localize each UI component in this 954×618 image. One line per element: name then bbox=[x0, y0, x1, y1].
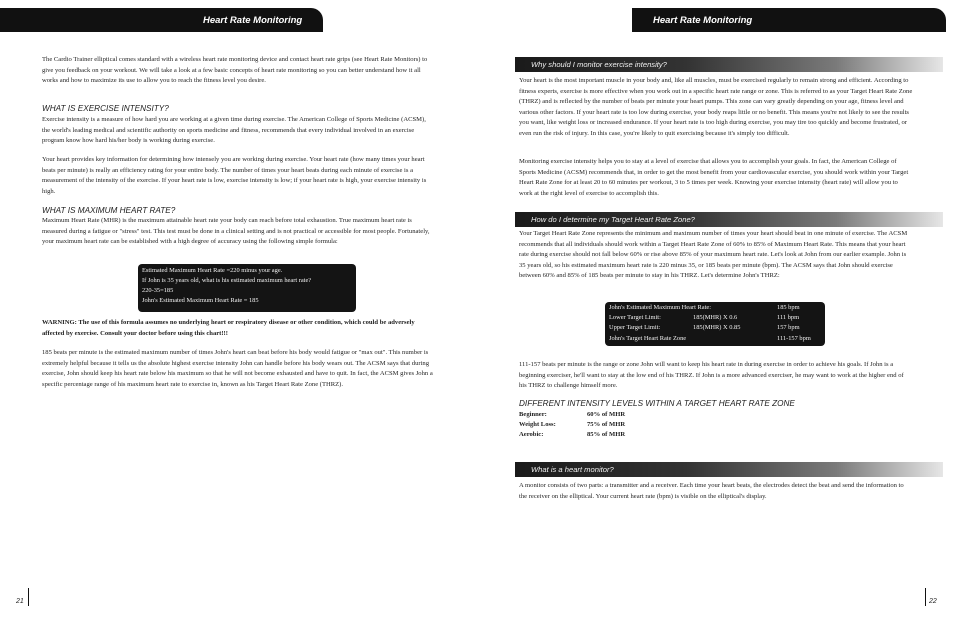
table-cell-label: Upper Target Limit: bbox=[609, 324, 661, 332]
section-title-max-heart-rate: WHAT IS MAXIMUM HEART RATE? bbox=[42, 206, 176, 215]
section-bar-label: What is a heart monitor? bbox=[531, 465, 614, 474]
table-cell-label: Lower Target Limit: bbox=[609, 314, 661, 322]
intensity-levels-list bbox=[519, 410, 625, 440]
intensity-levels-title: DIFFERENT INTENSITY LEVELS WITHIN A TARGET HEART RATE ZONE bbox=[519, 399, 795, 408]
level-value: 75% of MHR bbox=[587, 421, 626, 428]
intro-paragraph: The Cardio Trainer elliptical comes standard with a wireless heart rate monitoring device and contact heart rate grips (see Heart Rate Monitors) to give you feedback on your workout. We will take a look at a few basic concepts of heart rate monitoring so you can better understand how it all works and how to maximize its use to allow you to reach the fitness level you desire. bbox=[42, 56, 428, 84]
formula-line: John's Estimated Maximum Heart Rate = 185 bbox=[142, 297, 259, 304]
monitoring-intensity-paragraph: Monitoring exercise intensity helps you to stay at a level of exercise that allows you to accomplish your goals. In fact, the American College of Sports Medicine (ACSM) recommends that, in order to get the most benefit from your cardiovascular exercise, you should work within your Target Heart Rate Zone for at least 20 to 60 minutes per workout, 3 to 5 times per week. Knowing your exercise intensity (heart rate) will allow you to work at the right level of exercise to accomplish this. bbox=[519, 158, 909, 197]
table-cell-label: John's Estimated Maximum Heart Rate: bbox=[609, 304, 711, 311]
formula-box bbox=[138, 264, 356, 312]
table-cell-value: 111-157 bpm bbox=[777, 334, 811, 342]
level-label: Beginner: bbox=[519, 411, 547, 418]
table-cell-value: 185 bpm bbox=[777, 304, 800, 311]
table-cell-value: 157 bpm bbox=[777, 324, 800, 332]
section-title-exercise-intensity: WHAT IS EXERCISE INTENSITY? bbox=[42, 104, 169, 113]
formula-line: Estimated Maximum Heart Rate =220 minus your age. bbox=[142, 267, 283, 274]
level-label: Weight Loss: bbox=[519, 421, 556, 428]
section-bar-determine-thrz bbox=[515, 212, 943, 227]
formula-line: If John is 35 years old, what is his estimated maximum heart rate? bbox=[142, 277, 312, 284]
page-number: 22 bbox=[929, 598, 937, 605]
table-cell-value: 111 bpm bbox=[777, 314, 800, 322]
page-divider-line bbox=[28, 588, 29, 606]
level-value: 60% of MHR bbox=[587, 411, 626, 418]
page-divider-line bbox=[925, 588, 926, 606]
left-header-title: Heart Rate Monitoring bbox=[203, 14, 303, 26]
thrz-explanation-paragraph: 185 beats per minute is the estimated maximum number of times John's heart can beat before his body would fatigue or "max out". This number is extremely helpful because it tells us the absolute highest exercise intensity John can handle before his body wears out. The ACSM says that during exercise, John should keep his heart rate below his maximum so that he will not become exhausted and have to quit. In fact, the ACSM gives John a specific percentage range of his maximum heart rate to exercise in, known as his Target Heart Rate Zone (THRZ). bbox=[42, 349, 433, 388]
table-cell-label: John's Target Heart Rate Zone bbox=[609, 334, 687, 342]
thrz-range-paragraph: 111-157 beats per minute is the range or zone John will want to keep his heart rate in during exercise in order to achieve his goals. If John is a beginning exerciser, he'll want to stay at the low end of his THRZ. If John is a more advanced exerciser, he may want to work at the higher end of his THRZ to challenge himself more. bbox=[519, 361, 904, 389]
right-page bbox=[477, 0, 954, 618]
max-heart-rate-paragraph: Maximum Heart Rate (MHR) is the maximum attainable heart rate your body can reach before total exhaustion. True maximum heart rate is measured during a fatigue or "stress" test. This test must be done in a clinical setting and is not practical or accessible for most people. Fortunately, your maximum heart rate can be established with a high degree of accuracy using the following simple formula: bbox=[42, 217, 430, 245]
level-value: 85% of MHR bbox=[587, 431, 626, 438]
left-header-tab bbox=[0, 8, 323, 32]
level-label: Aerobic: bbox=[519, 431, 544, 438]
table-row bbox=[609, 334, 821, 344]
section-bar-heart-monitor bbox=[515, 462, 943, 477]
table-cell-calc: 185(MHR) X 0.6 bbox=[693, 314, 738, 322]
table-cell-calc: 185(MHR) X 0.85 bbox=[693, 324, 741, 332]
right-header-title: Heart Rate Monitoring bbox=[653, 14, 753, 26]
why-monitor-paragraph: Your heart is the most important muscle in your body and, like all muscles, must be exercised regularly to remain strong and efficient. According to fitness experts, exercise is more effective when you work out in a specific heart rate range or zone. This is referred to as your Target Heart Rate Zone (THRZ) and is reflected by the number of beats per minute your heart pumps. This zone can vary greatly depending on your age, fitness level and various other factors. If your heart rate is too low during exercise, your body reaps little or no benefit. This means you're not likely to see the results you want, like weight loss or increased endurance. If your heart rate is too high during exercise, you may tire too quickly and become frustrated, or even run the risk of injury. In this case, you're likely to quit exercising because it's simply too difficult. bbox=[519, 77, 913, 137]
heart-monitor-paragraph: A monitor consists of two parts: a transmitter and a receiver. Each time your heart beats, the electrodes detect the beat and send the information to the receiver on the elliptical. Your current heart rate (bpm) is visible on the elliptical's display. bbox=[519, 482, 904, 500]
table-row bbox=[609, 303, 821, 313]
heart-key-info-paragraph: Your heart provides key information for determining how intensely you are working during exercise. Your heart rate (how many times your heart beats per minute) is really an efficiency rating for your entire body. The number of times your heart beats during each minute of exercise is a measurement of the intensity of the exercise. If your heart rate is low, exercise intensity is low; if your heart rate is high, your exercise intensity is high. bbox=[42, 156, 427, 195]
thrz-paragraph: Your Target Heart Rate Zone represents the minimum and maximum number of times your heart should beat in one minute of exercise. The ACSM recommends that all individuals should work within a Target Heart Rate Zone of 60% to 85% of Maximum Heart Rate. This means that your heart rate during exercise should not fall below 60% or rise above 85% of your maximum heart rate. Let's look at John from our earlier example. John is 35 years old, so his estimated maximum heart rate is 220 minus 35, or 185 beats per minute (bpm). The ACSM says that John should exercise between 60% and 85% of 185 beats per minute to stay in his THRZ. Let's determine John's THRZ: bbox=[519, 230, 908, 279]
thrz-table bbox=[605, 302, 825, 346]
page-number: 21 bbox=[16, 598, 24, 605]
formula-line: 220-35=185 bbox=[142, 287, 174, 294]
table-row bbox=[609, 323, 821, 333]
section-bar-label: Why should I monitor exercise intensity? bbox=[531, 60, 667, 69]
table-row bbox=[609, 313, 821, 323]
list-item bbox=[519, 410, 625, 420]
section-bar-label: How do I determine my Target Heart Rate Zone? bbox=[531, 215, 695, 224]
right-header-tab bbox=[632, 8, 946, 32]
warning-text: WARNING: The use of this formula assumes no underlying heart or respiratory disease or other condition, which could be adversely affected by exercise. Consult your doctor before using this chart!!! bbox=[42, 319, 415, 337]
exercise-intensity-paragraph: Exercise intensity is a measure of how hard you are working at a given time during exercise. The American College of Sports Medicine (ACSM), the world's leading medical and scientific authority on sports medicine and fitness, recommends that every individual involved in an exercise program know how hard his/her body is working during exercise. bbox=[42, 116, 426, 144]
list-item bbox=[519, 420, 625, 430]
section-bar-why-monitor bbox=[515, 57, 943, 72]
list-item bbox=[519, 430, 625, 440]
